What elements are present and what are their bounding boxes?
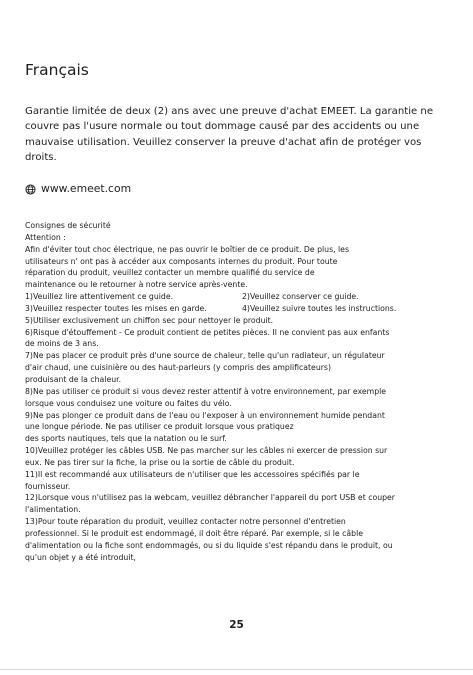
instruction-line: lorsque vous conduisez une voiture ou faites du vélo. [25, 398, 232, 408]
instruction-line: une longue période. Ne pas utiliser ce produit lorsque vous pratiquez [25, 422, 294, 432]
safety-line: réparation du produit, veuillez contacter un membre qualifié du service de [25, 268, 315, 278]
instruction-line: eux. Ne pas tirer sur la fiche, la prise ou la sortie de câble du produit. [25, 457, 295, 467]
instruction-line: 5)Utiliser exclusivement un chiffon sec pour nettoyer le produit. [25, 315, 274, 325]
safety-line: Afin d'éviter tout choc électrique, ne pas ouvrir le boîtier de ce produit. De plus, les [25, 244, 349, 254]
attention-label: Attention : [25, 232, 66, 242]
instruction-item: 3)Veuillez respecter toutes les mises en garde. [25, 303, 207, 313]
instruction-item: 1)Veuillez lire attentivement ce guide. [25, 292, 174, 302]
safety-heading: Consignes de sécurité [25, 221, 111, 230]
instruction-line: 8)Ne pas utiliser ce produit si vous devez rester attentif à votre environnement, par exemple [25, 386, 387, 396]
instruction-line: produisant de la chaleur. [25, 374, 122, 384]
instruction-line: d'alimentation ou la fiche sont endommagés, ou si du liquide s'est répandu dans le produit, ou [25, 540, 393, 550]
website-link[interactable] [25, 182, 131, 196]
instruction-row [25, 303, 449, 315]
instruction-line: 11)Il est recommandé aux utilisateurs de n'utiliser que les accessoires spécifiés par le [25, 469, 360, 479]
safety-section [25, 220, 449, 563]
instruction-item: 4)Veuillez suivre toutes les instructions. [242, 303, 397, 313]
instruction-line: l'alimentation. [25, 505, 81, 515]
warranty-paragraph: Garantie limitée de deux (2) ans avec une preuve d'achat EMEET. La garantie ne couvre pas l'usure normale ou tout dommage causé par des accidents ou une mauvaise utilisation. Veuillez conserver la preuve d'achat afin de protéger vos droits. [25, 106, 434, 163]
page-title: Français [25, 61, 89, 79]
instruction-line: de moins de 3 ans. [25, 339, 99, 349]
bottom-divider [0, 669, 473, 670]
instruction-line: 10)Veuillez protéger les câbles USB. Ne pas marcher sur les câbles ni exercer de pression sur [25, 446, 388, 456]
instruction-line: 9)Ne pas plonger ce produit dans de l'eau ou l'exposer à un environnement humide pendant [25, 410, 385, 420]
instruction-row [25, 291, 449, 303]
instruction-line: professionnel. Si le produit est endommagé, il doit être réparé. Par exemple, si le câble [25, 528, 363, 538]
instruction-line: d'air chaud, une cuisinière ou des haut-parleurs (y compris des amplificateurs) [25, 363, 331, 373]
safety-line: utilisateurs n' ont pas à accéder aux composants internes du produit. Pour toute [25, 256, 338, 266]
instruction-line: fournisseur. [25, 481, 71, 491]
page-number: 25 [229, 619, 244, 631]
safety-line: maintenance ou le retourner à notre service après-vente. [25, 280, 248, 290]
instruction-item: 2)Veuillez conserver ce guide. [242, 292, 359, 302]
globe-icon [25, 184, 36, 195]
instruction-line: qu'un objet y a été introduit, [25, 552, 136, 562]
instruction-line: 12)Lorsque vous n'utilisez pas la webcam, veuillez débrancher l'appareil du port USB et couper [25, 493, 395, 503]
website-url[interactable]: www.emeet.com [41, 182, 132, 195]
instruction-line: des sports nautiques, tels que la natation ou le surf. [25, 434, 227, 444]
instruction-line: 13)Pour toute réparation du produit, veuillez contacter notre personnel d'entretien [25, 517, 346, 527]
instruction-line: 6)Risque d'étouffement - Ce produit contient de petites pièces. Il ne convient pas aux enfants [25, 327, 390, 337]
instruction-line: 7)Ne pas placer ce produit près d'une source de chaleur, telle qu'un radiateur, un régulateur [25, 351, 385, 361]
